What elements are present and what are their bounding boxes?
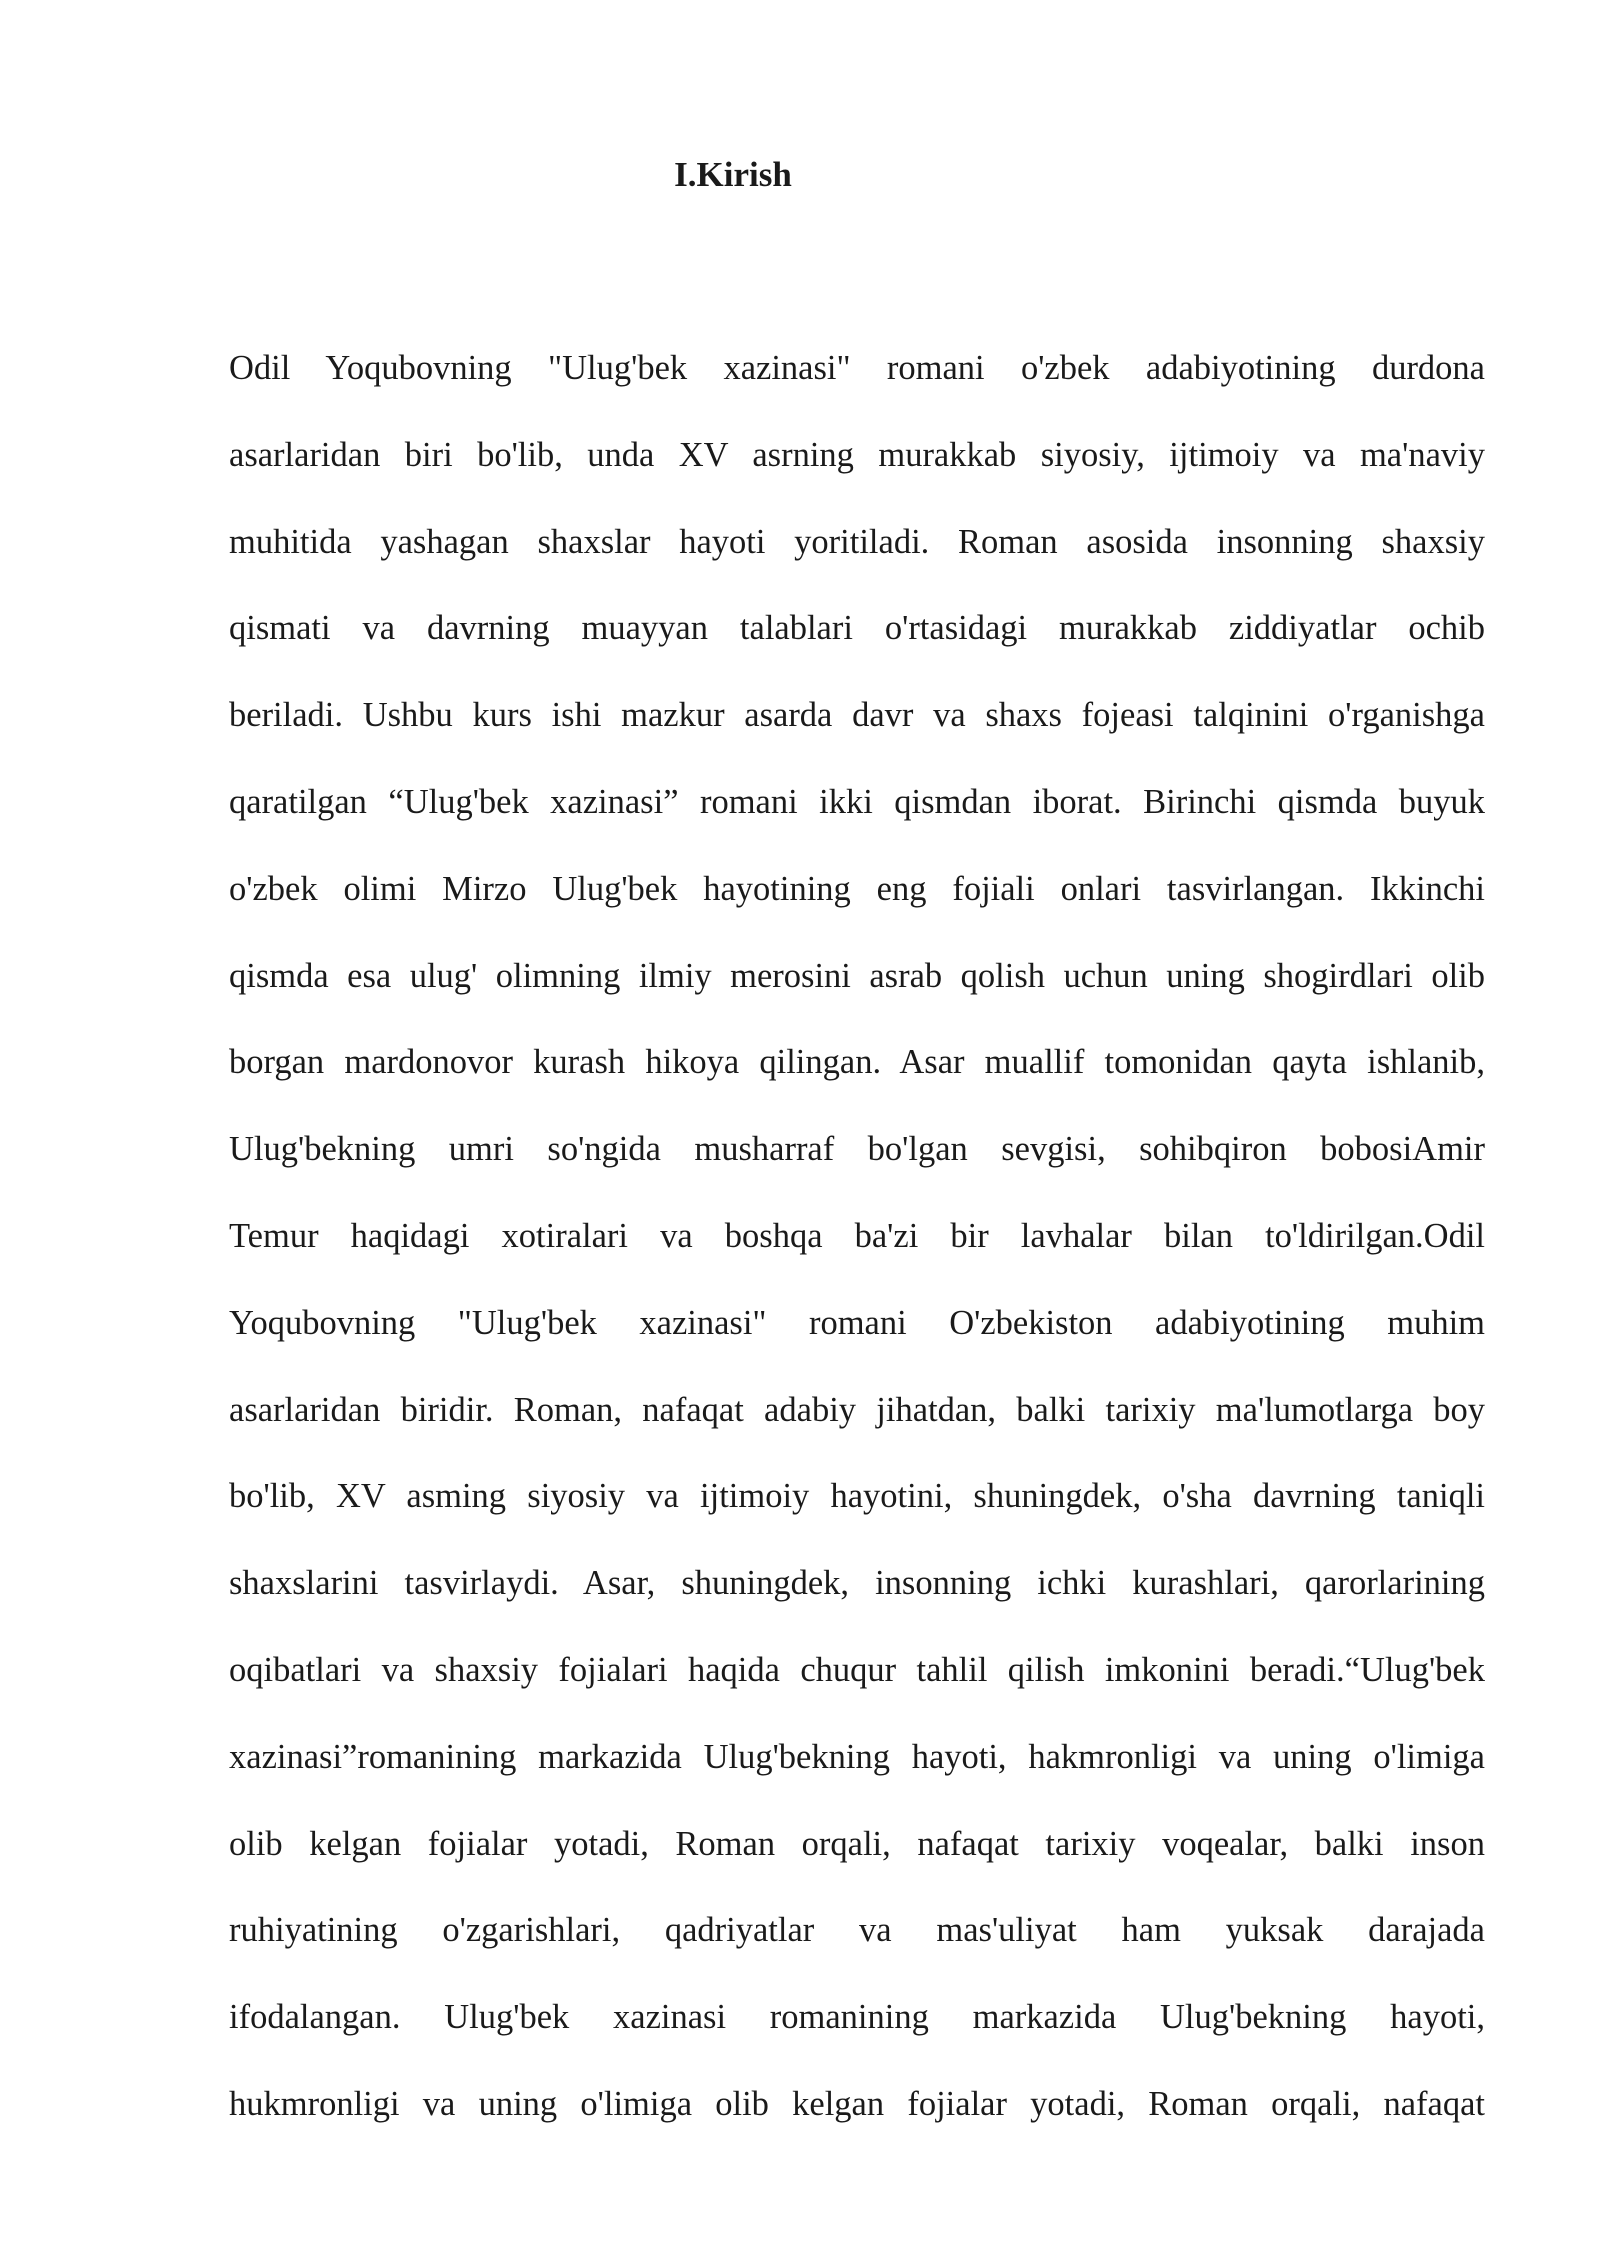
paragraph-line: olib kelgan fojialar yotadi, Roman orqali, nafaqat tarixiy voqealar, balki inson — [229, 1824, 1485, 1863]
body-paragraph — [229, 325, 1485, 2148]
paragraph-line: qismda esa ulug' olimning ilmiy merosini asrab qolish uchun uning shogirdlari olib — [229, 956, 1485, 995]
paragraph-line: qaratilgan “Ulug'bek xazinasi” romani ikki qismdan iborat. Birinchi qismda buyuk — [229, 782, 1485, 821]
paragraph-line: Temur haqidagi xotiralari va boshqa ba'zi bir lavhalar bilan to'ldirilgan.Odil — [229, 1216, 1485, 1255]
paragraph-line: shaxslarini tasvirlaydi. Asar, shuningdek, insonning ichki kurashlari, qarorlarining — [229, 1564, 1485, 1603]
paragraph-line: oqibatlari va shaxsiy fojialari haqida chuqur tahlil qilish imkonini beradi.“Ulug'bek — [229, 1650, 1485, 1689]
section-heading: I.Kirish — [674, 155, 792, 194]
paragraph-line: beriladi. Ushbu kurs ishi mazkur asarda davr va shaxs fojeasi talqinini o'rganishga — [229, 696, 1485, 735]
paragraph-line: Ulug'bekning umri so'ngida musharraf bo'lgan sevgisi, sohibqiron bobosiAmir — [229, 1130, 1485, 1169]
paragraph-line: borgan mardonovor kurash hikoya qilingan. Asar muallif tomonidan qayta ishlanib, — [229, 1043, 1485, 1082]
paragraph-line: bo'lib, XV asming siyosiy va ijtimoiy hayotini, shuningdek, o'sha davrning taniqli — [229, 1477, 1485, 1516]
paragraph-line: ifodalangan. Ulug'bek xazinasi romanining markazida Ulug'bekning hayoti, — [229, 1998, 1485, 2037]
paragraph-line: muhitida yashagan shaxslar hayoti yoritiladi. Roman asosida insonning shaxsiy — [229, 522, 1485, 561]
paragraph-line: hukmronligi va uning o'limiga olib kelgan fojialar yotadi, Roman orqali, nafaqat — [229, 2084, 1485, 2123]
paragraph-line: asarlaridan biridir. Roman, nafaqat adabiy jihatdan, balki tarixiy ma'lumotlarga boy — [229, 1390, 1485, 1429]
paragraph-line: asarlaridan biri bo'lib, unda XV asrning murakkab siyosiy, ijtimoiy va ma'naviy — [229, 435, 1485, 474]
paragraph-line: qismati va davrning muayyan talablari o'rtasidagi murakkab ziddiyatlar ochib — [229, 609, 1485, 648]
paragraph-line: Yoqubovning "Ulug'bek xazinasi" romani O'zbekiston adabiyotining muhim — [229, 1303, 1485, 1342]
paragraph-line: xazinasi”romanining markazida Ulug'bekning hayoti, hakmronligi va uning o'limiga — [229, 1737, 1485, 1776]
paragraph-line: o'zbek olimi Mirzo Ulug'bek hayotining eng fojiali onlari tasvirlangan. Ikkinchi — [229, 869, 1485, 908]
paragraph-line: ruhiyatining o'zgarishlari, qadriyatlar va mas'uliyat ham yuksak darajada — [229, 1911, 1485, 1950]
paragraph-line: Odil Yoqubovning "Ulug'bek xazinasi" romani o'zbek adabiyotining durdona — [229, 349, 1485, 387]
